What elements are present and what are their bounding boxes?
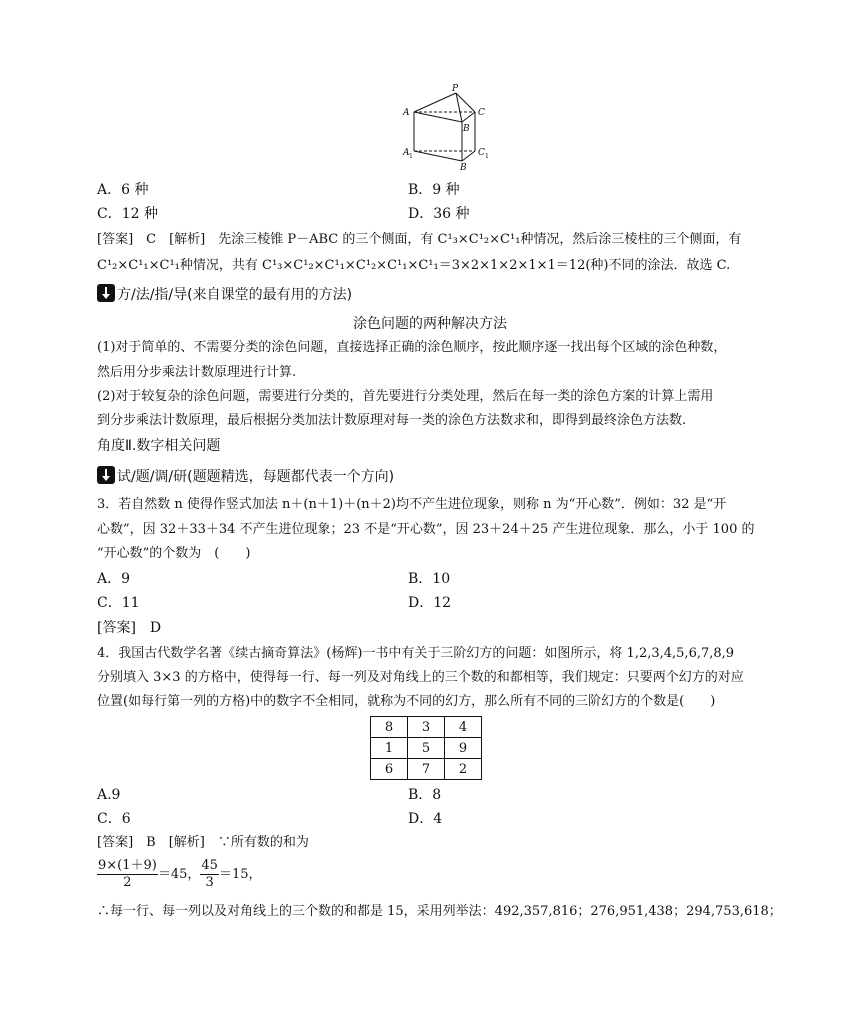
answer-prev-line2: C¹₂×C¹₁×C¹₁种情况，共有 C¹₃×C¹₂×C¹₁×C¹₂×C¹₁×C¹₁＝3×2×1×2×1×1＝12(种)不同的涂法．故选 C. <box>97 258 731 273</box>
method-p2-line2: 到分步乘法计数原理，最后根据分类加法计数原理对每一类的涂色方法数求和，即得到最终涂色方法数. <box>97 413 687 428</box>
grid-cell: 3 <box>408 717 445 738</box>
grid-cell: 4 <box>445 717 482 738</box>
fraction-1-tail: ＝45， <box>157 867 201 882</box>
q3-option-a: A．9 <box>97 571 131 587</box>
q4-option-c: C．6 <box>97 811 131 827</box>
angle-heading: 角度Ⅱ.数字相关问题 <box>97 438 221 454</box>
label-c: C <box>478 108 485 118</box>
fraction-1 <box>97 858 158 891</box>
fraction-1-numerator: 9×(1＋9) <box>98 858 157 873</box>
method-header-text: 方/法/指/导(来自课堂的最有用的方法) <box>117 287 353 303</box>
option-d-prev: D．36 种 <box>408 206 470 222</box>
grid-cell: 9 <box>445 738 482 759</box>
practice-header <box>97 466 394 487</box>
q4-option-a: A.9 <box>97 787 121 803</box>
q3-line2: 心数”，因 32＋33＋34 不产生进位现象；23 不是“开心数”，因 23＋24＋25 产生进位现象．那么，小于 100 的 <box>97 522 755 537</box>
grid-cell: 8 <box>371 717 408 738</box>
label-a1: A <box>403 148 410 158</box>
fraction-2-tail: ＝15， <box>218 867 262 882</box>
practice-header-text: 试/题/调/研(题题精选，每题都代表一个方向) <box>117 469 395 485</box>
download-arrow-icon <box>97 466 115 484</box>
q3-answer: [答案] D <box>97 620 162 636</box>
q4-fraction-line <box>97 858 262 891</box>
method-p1-line2: 然后用分步乘法计数原理进行计算. <box>97 365 297 380</box>
label-a1-sub: 1 <box>409 153 413 160</box>
q4-option-b: B．8 <box>408 787 442 803</box>
option-b-prev: B．9 种 <box>408 182 460 198</box>
option-a-prev: A．6 种 <box>97 182 149 198</box>
method-p1-line1: (1)对于简单的、不需要分类的涂色问题，直接选择正确的涂色顺序，按此顺序逐一找出每个区域的涂色种数， <box>97 340 727 355</box>
label-c1: C <box>478 148 485 158</box>
q3-line1: 3．若自然数 n 使得作竖式加法 n＋(n＋1)＋(n＋2)均不产生进位现象，则称 n 为“开心数”．例如：32 是“开 <box>97 497 727 512</box>
magic-square-grid <box>370 716 482 780</box>
q4-option-d: D．4 <box>408 811 443 827</box>
method-title: 涂色问题的两种解决方法 <box>353 316 507 332</box>
label-a: A <box>403 108 410 118</box>
method-p2-line1: (2)对于较复杂的涂色问题，需要进行分类的，首先要进行分类处理，然后在每一类的涂色方案的计算上需用 <box>97 389 714 404</box>
fraction-2 <box>200 858 219 891</box>
grid-cell: 7 <box>408 759 445 780</box>
fraction-1-denominator: 2 <box>123 875 132 890</box>
grid-cell: 2 <box>445 759 482 780</box>
q3-line3: “开心数”的个数为 ( ) <box>97 546 251 561</box>
fraction-2-denominator: 3 <box>205 875 214 890</box>
grid-cell: 5 <box>408 738 445 759</box>
q4-last-line: ∴每一行、每一列以及对角线上的三个数的和都是 15，采用列举法：492,357,816；276,951,438；294,753,618； <box>97 904 782 919</box>
q3-option-c: C．11 <box>97 595 140 611</box>
prism-pyramid-figure <box>400 84 500 173</box>
label-b: B <box>463 124 470 134</box>
fraction-2-numerator: 45 <box>201 858 218 873</box>
grid-cell: 6 <box>371 759 408 780</box>
q3-option-b: B．10 <box>408 571 451 587</box>
q4-answer: [答案] B [解析] ∵所有数的和为 <box>97 835 309 850</box>
label-p: P <box>452 84 459 94</box>
answer-prev-line1: [答案] C [解析] 先涂三棱锥 P－ABC 的三个侧面，有 C¹₃×C¹₂×C¹₁种情况，然后涂三棱柱的三个侧面，有 <box>97 232 742 247</box>
label-b1: B <box>460 163 467 173</box>
method-header <box>97 284 352 305</box>
q4-line2: 分别填入 3×3 的方格中，使得每一行、每一列及对角线上的三个数的和都相等，我们规定：只要两个幻方的对应 <box>97 670 744 685</box>
q4-line3: 位置(如每行第一列的方格)中的数字不全相同，就称为不同的幻方，那么所有不同的三阶幻方的个数是( ) <box>97 694 716 709</box>
q4-line1: 4．我国古代数学名著《续古摘奇算法》(杨辉)一书中有关于三阶幻方的问题：如图所示，将 1,2,3,4,5,6,7,8,9 <box>97 646 735 661</box>
grid-cell: 1 <box>371 738 408 759</box>
option-c-prev: C．12 种 <box>97 206 158 222</box>
q3-option-d: D．12 <box>408 595 452 611</box>
download-arrow-icon <box>97 284 115 302</box>
label-c1-sub: 1 <box>485 153 489 160</box>
